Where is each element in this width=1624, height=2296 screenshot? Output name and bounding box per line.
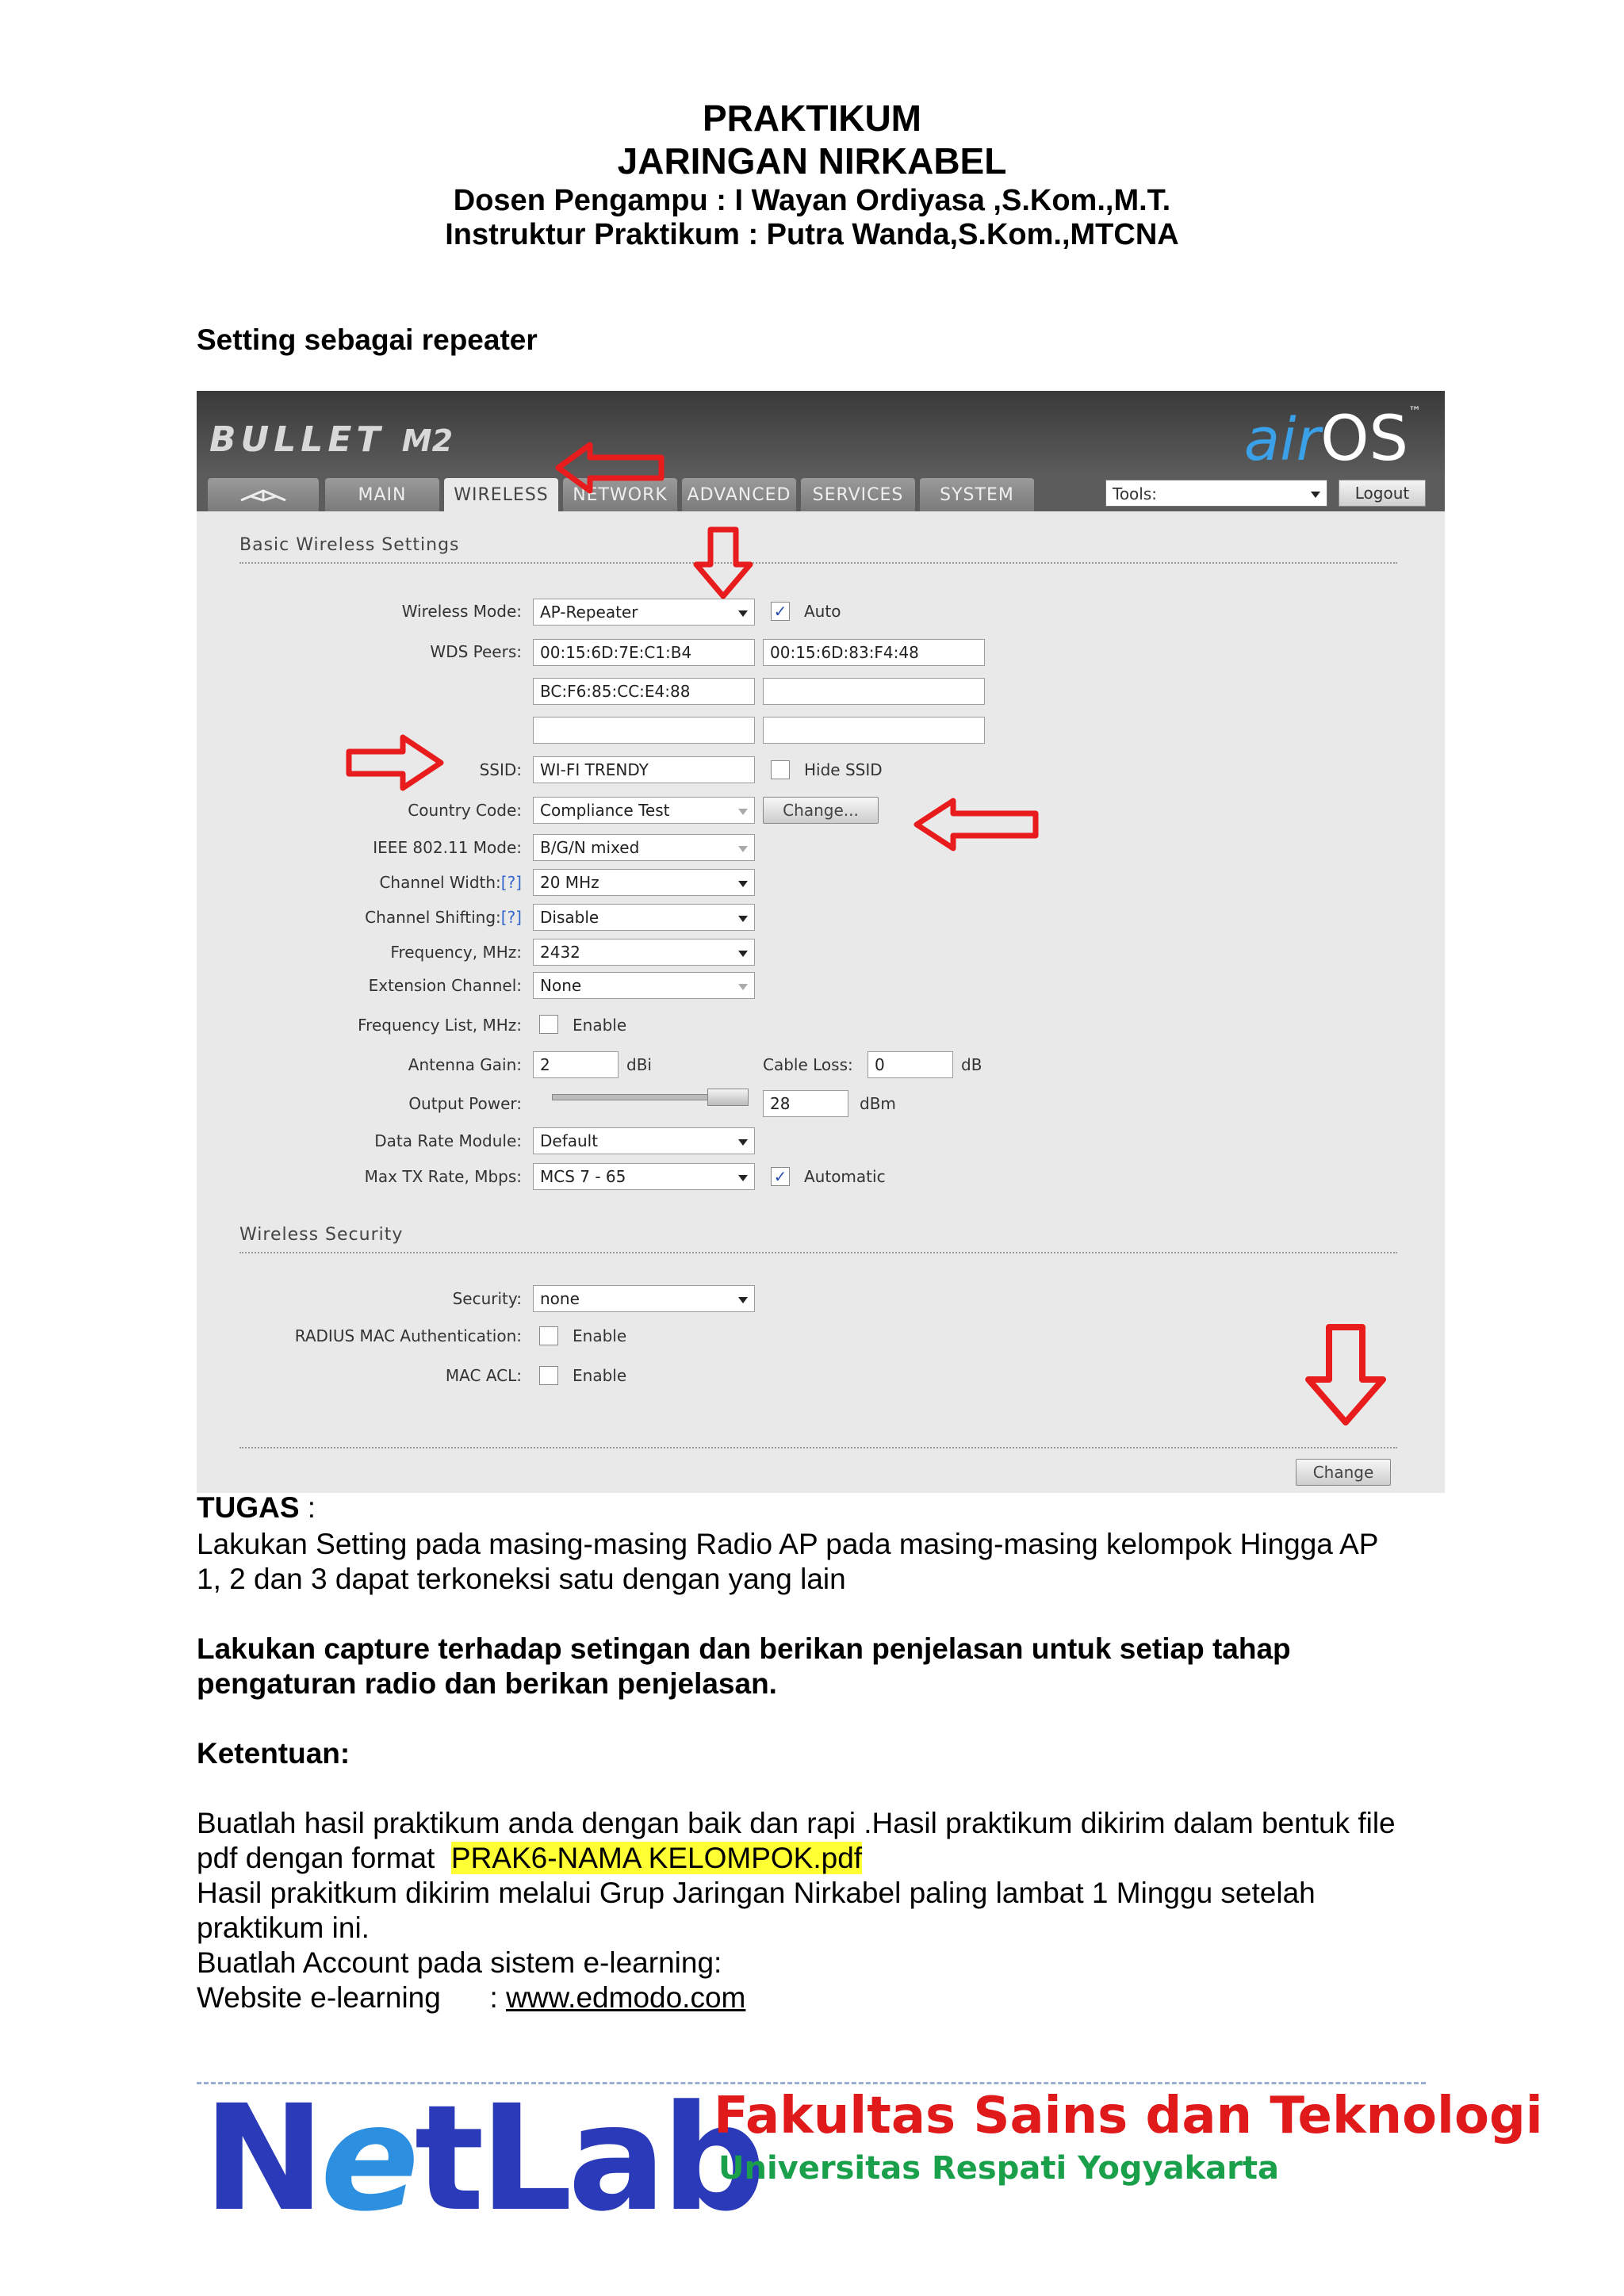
- tugas-line-2: 1, 2 dan 3 dapat terkoneksi satu dengan yang lain: [197, 1563, 846, 1595]
- channel-shifting-select[interactable]: Disable: [533, 904, 755, 931]
- mac-acl-checkbox[interactable]: [539, 1366, 558, 1385]
- automatic-label: Automatic: [804, 1167, 886, 1186]
- ketentuan-line-5: Buatlah Account pada sistem e-learning:: [197, 1946, 722, 1979]
- tab-system[interactable]: SYSTEM: [920, 478, 1034, 511]
- wds-peer-2[interactable]: 00:15:6D:83:F4:48: [763, 639, 985, 666]
- instructor-line: Instruktur Praktikum : Putra Wanda,S.Kom.,MTCNA: [445, 218, 1179, 251]
- output-power-slider-handle[interactable]: [707, 1089, 749, 1106]
- dbi-unit: dBi: [626, 1055, 652, 1074]
- lecturer-line: Dosen Pengampu : I Wayan Ordiyasa ,S.Kom.,M.T.: [453, 184, 1171, 217]
- arrow-down-icon: [691, 526, 755, 601]
- country-code-select[interactable]: Compliance Test: [533, 797, 755, 824]
- tab-main[interactable]: MAIN: [325, 478, 439, 511]
- wireless-mode-select[interactable]: AP-Repeater: [533, 599, 755, 626]
- airos-screenshot: [197, 391, 1445, 1493]
- divider: [239, 562, 1397, 564]
- tab-services[interactable]: SERVICES: [801, 478, 915, 511]
- tools-select[interactable]: Tools:: [1105, 480, 1327, 507]
- arrow-down-icon: [1302, 1324, 1389, 1427]
- channel-width-select[interactable]: 20 MHz: [533, 869, 755, 896]
- wds-peer-5[interactable]: [533, 717, 755, 744]
- data-rate-module-label: Data Rate Module:: [374, 1131, 522, 1150]
- max-tx-rate-label: Max TX Rate, Mbps:: [364, 1167, 522, 1186]
- auto-checkbox[interactable]: ✓: [771, 602, 790, 621]
- extension-channel-select[interactable]: None: [533, 972, 755, 999]
- arrow-right-icon: [346, 733, 446, 793]
- filename-highlight: PRAK6-NAMA KELOMPOK.pdf: [450, 1842, 863, 1874]
- dbm-unit: dBm: [860, 1094, 896, 1113]
- country-change-button[interactable]: Change...: [763, 797, 879, 824]
- tugas-bold-2: pengaturan radio dan berikan penjelasan.: [197, 1667, 777, 1700]
- cable-loss-input[interactable]: 0: [868, 1051, 953, 1078]
- db-unit: dB: [961, 1055, 982, 1074]
- channel-shifting-label: Channel Shifting:[?]: [365, 908, 522, 927]
- radius-mac-label: RADIUS MAC Authentication:: [294, 1326, 522, 1345]
- ketentuan-line-6: Website e-learning : www.edmodo.com: [197, 1981, 746, 2014]
- arrow-left-icon: [555, 440, 666, 496]
- ssid-label: SSID:: [479, 760, 522, 779]
- channel-width-label: Channel Width:[?]: [379, 873, 522, 892]
- ssid-input[interactable]: WI-FI TRENDY: [533, 756, 755, 783]
- country-code-label: Country Code:: [408, 801, 522, 820]
- cable-loss-label: Cable Loss:: [763, 1055, 853, 1074]
- output-power-input[interactable]: 28: [763, 1090, 848, 1117]
- basic-settings-title: Basic Wireless Settings: [239, 535, 460, 555]
- faculty-name: Fakultas Sains dan Teknologi: [714, 2087, 1543, 2145]
- data-rate-module-select[interactable]: Default: [533, 1127, 755, 1154]
- security-label: Security:: [452, 1289, 522, 1308]
- wireless-mode-label: Wireless Mode:: [401, 602, 522, 621]
- ketentuan-line-1: Buatlah hasil praktikum anda dengan baik dan rapi .Hasil praktikum dikirim dalam bentuk file: [197, 1807, 1396, 1839]
- frequency-label: Frequency, MHz:: [390, 943, 522, 962]
- tab-network[interactable]: NETWORK: [563, 478, 677, 511]
- wds-peer-1[interactable]: 00:15:6D:7E:C1:B4: [533, 639, 755, 666]
- output-power-label: Output Power:: [408, 1094, 522, 1113]
- section-title: Setting sebagai repeater: [197, 323, 538, 356]
- output-power-slider-track[interactable]: [552, 1094, 728, 1100]
- tugas-heading: TUGAS :: [197, 1491, 316, 1524]
- max-tx-rate-select[interactable]: MCS 7 - 65: [533, 1163, 755, 1190]
- ketentuan-line-2: pdf dengan format PRAK6-NAMA KELOMPOK.pdf: [197, 1842, 863, 1874]
- netlab-logo: NetLab: [203, 2074, 761, 2244]
- frequency-select[interactable]: 2432: [533, 939, 755, 966]
- auto-label: Auto: [804, 602, 841, 621]
- tab-wireless[interactable]: WIRELESS: [444, 478, 558, 511]
- change-button[interactable]: Change: [1296, 1459, 1391, 1486]
- ubnt-icon: [239, 486, 287, 505]
- automatic-checkbox[interactable]: ✓: [771, 1167, 790, 1186]
- device-brand: BULLET M2: [209, 419, 454, 460]
- extension-channel-label: Extension Channel:: [368, 976, 522, 995]
- ieee-mode-label: IEEE 802.11 Mode:: [373, 838, 522, 857]
- frequency-list-label: Frequency List, MHz:: [358, 1016, 522, 1035]
- frequency-list-checkbox[interactable]: [539, 1015, 558, 1034]
- mac-acl-label: MAC ACL:: [445, 1366, 522, 1385]
- ketentuan-line-4: praktikum ini.: [197, 1911, 370, 1944]
- university-name: Universitas Respati Yogyakarta: [718, 2150, 1279, 2187]
- tugas-bold-1: Lakukan capture terhadap setingan dan berikan penjelasan untuk setiap tahap: [197, 1632, 1291, 1665]
- radius-mac-enable-label: Enable: [573, 1326, 627, 1345]
- hide-ssid-checkbox[interactable]: [771, 760, 790, 779]
- arrow-left-icon: [914, 796, 1040, 853]
- divider: [239, 1252, 1397, 1253]
- wds-peer-3[interactable]: BC:F6:85:CC:E4:88: [533, 678, 755, 705]
- doc-title: PRAKTIKUM: [703, 98, 921, 139]
- wds-peer-6[interactable]: [763, 717, 985, 744]
- wireless-security-title: Wireless Security: [239, 1225, 404, 1245]
- mac-acl-enable-label: Enable: [573, 1366, 627, 1385]
- wds-peer-4[interactable]: [763, 678, 985, 705]
- airos-logo: airOS™: [1243, 404, 1421, 475]
- frequency-list-enable-label: Enable: [573, 1016, 627, 1035]
- doc-subtitle: JARINGAN NIRKABEL: [617, 140, 1007, 182]
- edmodo-link[interactable]: www.edmodo.com: [506, 1981, 746, 2014]
- ubnt-logo-tab[interactable]: [208, 478, 319, 511]
- ieee-mode-select[interactable]: B/G/N mixed: [533, 834, 755, 861]
- divider: [239, 1447, 1397, 1448]
- security-select[interactable]: none: [533, 1285, 755, 1312]
- logout-button[interactable]: Logout: [1339, 480, 1426, 507]
- antenna-gain-input[interactable]: 2: [533, 1051, 619, 1078]
- ketentuan-heading: Ketentuan:: [197, 1737, 350, 1770]
- hide-ssid-label: Hide SSID: [804, 760, 883, 779]
- ketentuan-line-3: Hasil prakitkum dikirim melalui Grup Jaringan Nirkabel paling lambat 1 Minggu setelah: [197, 1877, 1316, 1909]
- antenna-gain-label: Antenna Gain:: [408, 1055, 522, 1074]
- wds-peers-label: WDS Peers:: [430, 642, 522, 661]
- radius-mac-checkbox[interactable]: [539, 1326, 558, 1345]
- tugas-line-1: Lakukan Setting pada masing-masing Radio AP pada masing-masing kelompok Hingga AP: [197, 1528, 1379, 1560]
- tab-advanced[interactable]: ADVANCED: [682, 478, 796, 511]
